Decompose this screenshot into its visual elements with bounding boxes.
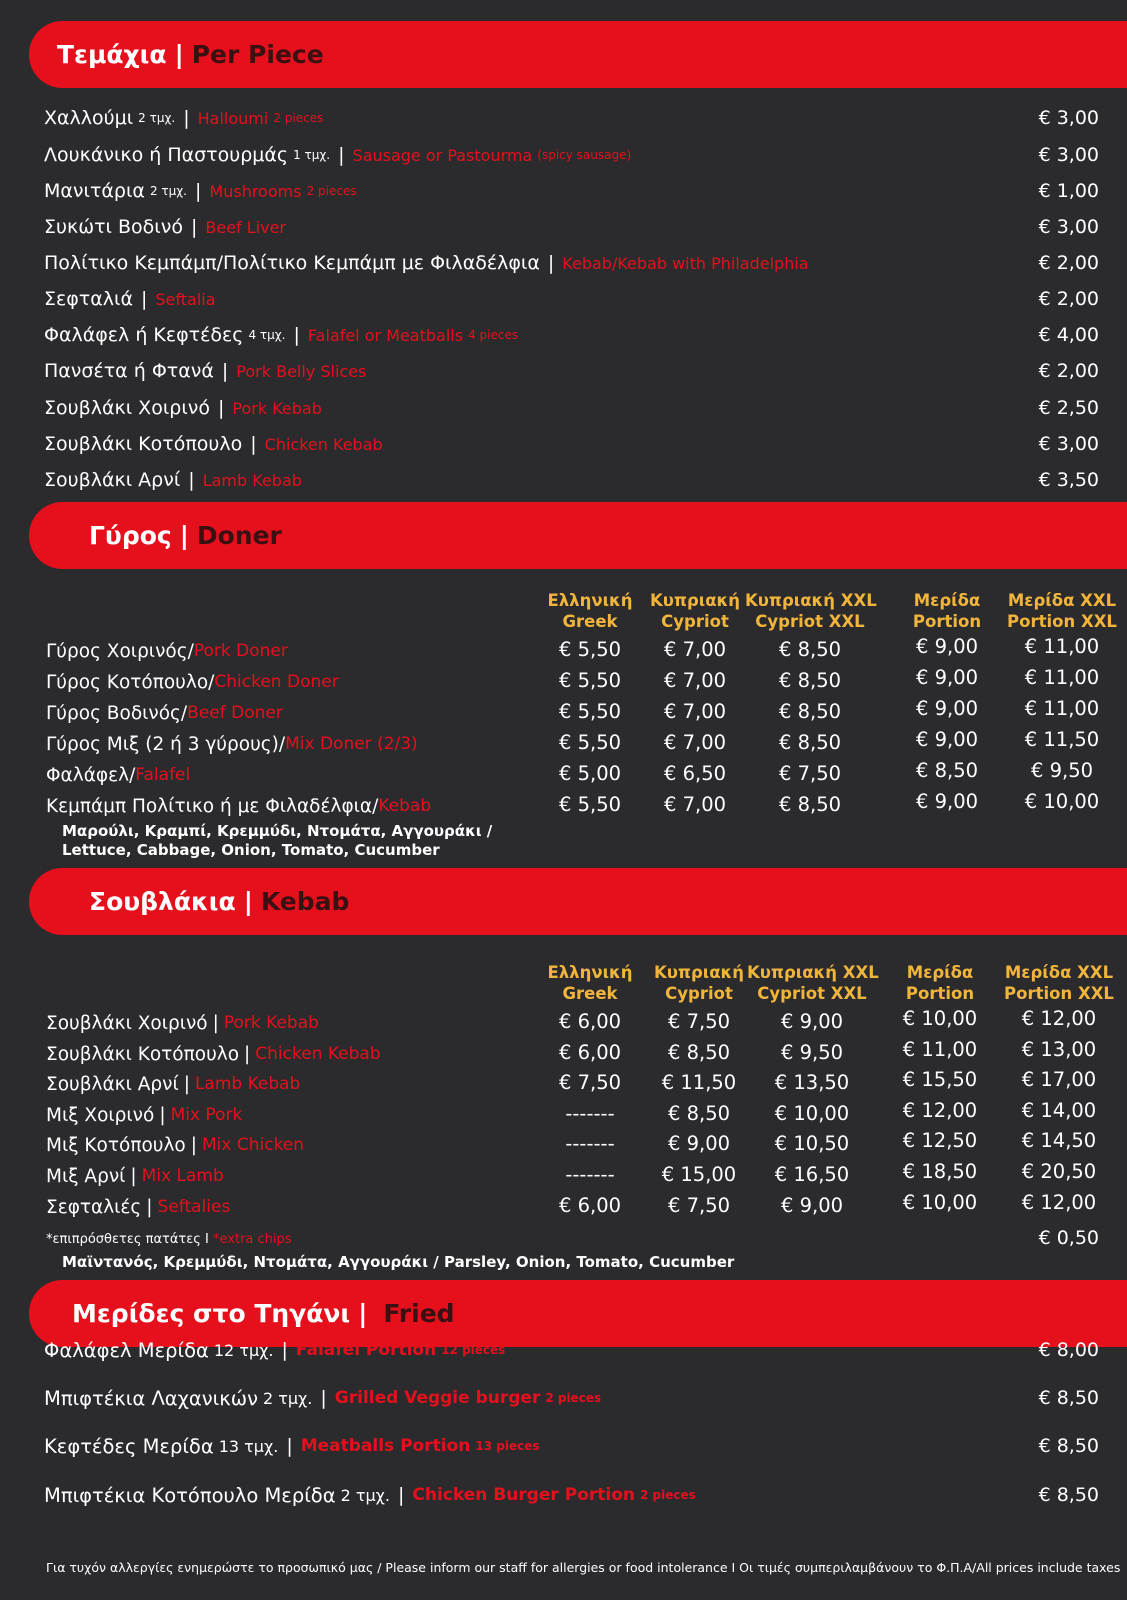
item-separator: / (129, 764, 136, 786)
item-qty-gr: 4 τμχ. (248, 328, 286, 342)
menu-item-row (44, 100, 1099, 136)
price-cell: € 13,00 (1021, 1038, 1097, 1061)
price-cell: € 6,00 (558, 1010, 622, 1033)
table-row (46, 1100, 242, 1130)
item-name-gr: Γύρος Βοδινός (46, 702, 181, 724)
item-name-gr: Σεφταλιά (44, 288, 133, 310)
column-header-en: Portion XXL (1004, 984, 1114, 1003)
item-separator: | (286, 1435, 293, 1457)
item-name-gr: Φαλάφελ ή Κεφτέδες (44, 324, 244, 346)
menu-item-row (44, 317, 1099, 353)
price-cell: € 18,50 (902, 1160, 978, 1183)
item-name-en: Pork Doner (193, 641, 288, 661)
item-price: € 3,00 (1038, 433, 1099, 455)
item-separator: | (398, 1484, 405, 1506)
item-separator: | (130, 1165, 137, 1187)
item-separator: | (244, 1043, 251, 1065)
item-price: € 8,50 (1038, 1435, 1099, 1457)
column-header (745, 590, 875, 632)
item-name-gr: Σουβλάκι Κοτόπουλο (46, 1043, 240, 1065)
title-separator: | (243, 887, 253, 916)
item-name-gr: Κεφτέδες Μερίδα (44, 1434, 214, 1458)
price-cell: € 12,00 (902, 1099, 978, 1122)
item-separator: | (190, 216, 198, 238)
table-row (46, 760, 190, 790)
section-title-en: Per Piece (191, 40, 324, 69)
item-price: € 4,00 (1038, 324, 1099, 346)
price-cell: ------- (565, 1132, 615, 1155)
item-name-gr: Σουβλάκι Αρνί (44, 469, 181, 491)
price-cell: € 8,50 (778, 731, 842, 754)
price-cell: € 9,50 (1030, 759, 1094, 782)
menu-item-row (44, 1426, 1099, 1466)
price-cell: € 17,00 (1021, 1068, 1097, 1091)
item-name-gr: Κεμπάμπ Πολίτικο ή με Φιλαδέλφια (46, 795, 373, 817)
item-separator: | (250, 433, 257, 455)
item-price: € 3,00 (1038, 144, 1099, 166)
item-name-en: Halloumi (197, 108, 269, 128)
item-name-gr: Φαλάφελ Μερίδα (44, 1338, 209, 1362)
item-name-gr: Λουκάνικο ή Παστουρμάς (44, 144, 289, 166)
item-separator: | (281, 1339, 288, 1361)
item-price: € 2,00 (1038, 360, 1099, 382)
extra-chips-sep: I (205, 1232, 209, 1247)
item-name-en: Mix Doner (2/3) (285, 734, 418, 754)
price-cell: € 8,50 (667, 1041, 731, 1064)
price-cell: € 6,50 (663, 762, 727, 785)
item-separator: | (338, 144, 345, 166)
column-header (994, 962, 1124, 1004)
price-cell: € 5,50 (558, 669, 622, 692)
item-qty-gr: 2 τμχ. (149, 184, 187, 198)
section-banner-doner (29, 502, 1127, 569)
item-name-gr: Σουβλάκι Αρνί (46, 1073, 179, 1095)
price-cell: € 10,00 (1024, 790, 1100, 813)
price-cell: € 9,00 (915, 790, 979, 813)
price-cell: € 5,50 (558, 793, 622, 816)
item-name-gr: Πανσέτα ή Φτανά (44, 360, 214, 382)
item-price: € 2,50 (1038, 397, 1099, 419)
section-title-en: Fried (383, 1299, 455, 1328)
item-name-gr: Μιξ Κοτόπουλο (46, 1134, 186, 1156)
item-name-en: Mix Pork (170, 1105, 243, 1125)
item-separator: | (146, 1196, 153, 1218)
price-cell: € 5,50 (558, 731, 622, 754)
item-price: € 3,00 (1038, 216, 1099, 238)
item-qty-gr: 2 τμχ. (262, 1388, 313, 1408)
item-separator: | (320, 1387, 327, 1409)
menu-item-row (44, 426, 1099, 462)
item-name-gr: Μιξ Αρνί (46, 1165, 126, 1187)
column-header-gr: Κυπριακή (653, 963, 745, 982)
column-header-en: Portion XXL (1007, 612, 1117, 631)
column-header-en: Greek (562, 984, 618, 1003)
item-price: € 2,00 (1038, 252, 1099, 274)
column-header-gr: Μερίδα (913, 591, 981, 610)
column-header (630, 590, 760, 632)
item-price: € 8,00 (1038, 1339, 1099, 1361)
price-cell: € 7,50 (558, 1071, 622, 1094)
item-name-en: Seftalies (157, 1197, 231, 1217)
menu-item-row (44, 390, 1099, 426)
price-cell: € 5,00 (558, 762, 622, 785)
price-cell: € 10,00 (774, 1102, 850, 1125)
column-header-en: Portion (905, 984, 975, 1003)
menu-item-row (44, 462, 1099, 498)
extra-chips-gr: *επιπρόσθετες πατάτες (46, 1232, 201, 1247)
menu-item-row (44, 1330, 1099, 1370)
toppings-line-gr: Μαρούλι, Κραμπί, Κρεμμύδι, Ντομάτα, Αγγουράκι / (62, 822, 493, 840)
price-cell: € 15,50 (902, 1068, 978, 1091)
title-separator: | (179, 521, 189, 550)
price-cell: € 20,50 (1021, 1160, 1097, 1183)
price-cell: € 7,00 (663, 793, 727, 816)
column-header (997, 590, 1127, 632)
column-header-en: Cypriot (661, 612, 729, 631)
price-cell: € 10,50 (774, 1132, 850, 1155)
title-separator: | (358, 1299, 368, 1328)
item-name-en: Chicken Burger Portion (412, 1485, 635, 1505)
item-name-en: Falafel or Meatballs (307, 325, 464, 345)
price-cell: ------- (565, 1163, 615, 1186)
price-cell: € 7,00 (663, 638, 727, 661)
section-title-en: Doner (196, 521, 282, 550)
title-separator: | (174, 40, 184, 69)
column-header (875, 962, 1005, 1004)
column-header-gr: Κυπριακή XXL (745, 591, 877, 610)
price-cell: € 9,00 (780, 1194, 844, 1217)
section-title: Τεμάχια (57, 40, 167, 69)
item-name-en: Lamb Kebab (194, 1074, 301, 1094)
item-name-en: Beef Liver (205, 217, 287, 237)
item-name-gr: Συκώτι Βοδινό (44, 216, 183, 238)
section-banner-per-piece (29, 21, 1127, 88)
item-name-gr: Σουβλάκι Κοτόπουλο (44, 433, 243, 455)
column-header-gr: Μερίδα (906, 963, 974, 982)
item-name-gr: Γύρος Κοτόπουλο (46, 671, 209, 693)
column-header (634, 962, 764, 1004)
column-header (882, 590, 1012, 632)
column-header-gr: Ελληνική (547, 591, 633, 610)
item-name-gr: Χαλλούμι (44, 107, 134, 129)
table-row (46, 1039, 381, 1069)
item-separator: | (188, 469, 195, 491)
item-separator: / (187, 640, 194, 662)
price-cell: € 11,00 (1024, 697, 1100, 720)
price-cell: € 8,50 (778, 793, 842, 816)
item-separator: | (183, 107, 190, 129)
item-price: € 2,00 (1038, 288, 1099, 310)
price-cell: € 9,00 (915, 728, 979, 751)
menu-item-row (44, 353, 1099, 389)
extra-chips-price: € 0,50 (1038, 1227, 1099, 1249)
section-title: Σουβλάκια (89, 887, 236, 916)
price-cell: € 16,50 (774, 1163, 850, 1186)
item-name-en: Grilled Veggie burger (334, 1388, 541, 1408)
item-separator: | (221, 360, 229, 382)
menu-item-row (44, 281, 1099, 317)
column-header-gr: Κυπριακή XXL (747, 963, 879, 982)
menu-item-row (44, 1378, 1099, 1418)
table-row (46, 1008, 319, 1038)
menu-item-row (44, 137, 1099, 173)
item-qty-gr: 2 τμχ. (138, 111, 176, 125)
item-qty-en: 2 pieces (306, 184, 357, 198)
price-cell: € 12,00 (1021, 1191, 1097, 1214)
item-separator: / (372, 795, 379, 817)
item-name-gr: Φαλάφελ (46, 764, 130, 786)
item-name-en: Falafel Portion (295, 1340, 437, 1360)
item-name-en: Seftalia (155, 289, 216, 309)
price-cell: € 12,50 (902, 1129, 978, 1152)
price-cell: € 7,50 (667, 1194, 731, 1217)
table-row (46, 1192, 230, 1222)
column-header-gr: Κυπριακή (649, 591, 741, 610)
price-cell: € 7,50 (778, 762, 842, 785)
item-name-en: Pork Kebab (232, 398, 322, 418)
price-cell: € 11,00 (1024, 635, 1100, 658)
price-cell: € 13,50 (774, 1071, 850, 1094)
item-name-en: Mushrooms (209, 181, 302, 201)
item-name-gr: Σουβλάκι Χοιρινό (44, 397, 210, 419)
item-name-gr: Γύρος Μιξ (2 ή 3 γύρους) (46, 733, 279, 755)
item-qty-gr: 1 τμχ. (293, 148, 331, 162)
price-cell: € 9,00 (780, 1010, 844, 1033)
price-cell: € 8,50 (915, 759, 979, 782)
price-cell: € 11,00 (1024, 666, 1100, 689)
column-header-en: Portion (912, 612, 982, 631)
price-cell: € 14,00 (1021, 1099, 1097, 1122)
item-qty-gr: 13 τμχ. (218, 1436, 279, 1456)
extra-chips-en: *extra chips (213, 1232, 292, 1247)
item-name-en: Kebab/Kebab with Philadelphia (562, 253, 809, 273)
item-separator: | (547, 252, 555, 274)
kebab-toppings-note: Μαϊντανός, Κρεμμύδι, Ντομάτα, Αγγουράκι / Parsley, Onion, Tomato, Cucumber (62, 1253, 735, 1271)
item-name-en: Mix Lamb (141, 1166, 224, 1186)
item-name-en: Sausage or Pastourma (352, 145, 533, 165)
menu-item-row (44, 209, 1099, 245)
item-name-gr: Μπιφτέκια Λαχανικών (44, 1386, 258, 1410)
item-separator: / (278, 733, 286, 755)
menu-item-row (44, 173, 1099, 209)
item-name-en: Mix Chicken (202, 1135, 305, 1155)
price-cell: € 11,00 (902, 1038, 978, 1061)
item-price: € 3,50 (1038, 469, 1099, 491)
column-header-en: Greek (562, 612, 618, 631)
item-separator: | (190, 1134, 197, 1156)
section-title: Μερίδες στο Τηγάνι (72, 1299, 351, 1328)
price-cell: € 8,50 (667, 1102, 731, 1125)
column-header-en: Cypriot XXL (755, 612, 865, 631)
column-header (747, 962, 877, 1004)
toppings-line-en: Lettuce, Cabbage, Onion, Tomato, Cucumber (62, 841, 440, 859)
item-qty-en: (spicy sausage) (537, 148, 632, 162)
item-separator: | (217, 397, 225, 419)
price-cell: € 10,00 (902, 1007, 978, 1030)
item-qty-gr: 12 τμχ. (213, 1340, 274, 1360)
table-row (46, 1161, 224, 1191)
price-cell: € 12,00 (1021, 1007, 1097, 1030)
price-cell: € 8,50 (778, 669, 842, 692)
item-name-gr: Σουβλάκι Χοιρινό (46, 1012, 208, 1034)
price-cell: € 11,50 (1024, 728, 1100, 751)
table-row (46, 1130, 304, 1160)
item-name-en: Pork Kebab (223, 1013, 319, 1033)
price-cell: € 8,50 (778, 638, 842, 661)
column-header-gr: Μερίδα XXL (1004, 963, 1114, 982)
price-cell: € 5,50 (558, 638, 622, 661)
item-separator: | (212, 1012, 219, 1034)
price-cell: € 14,50 (1021, 1129, 1097, 1152)
price-cell: € 5,50 (558, 700, 622, 723)
item-price: € 8,50 (1038, 1484, 1099, 1506)
item-name-gr: Πολίτικο Κεμπάμπ/Πολίτικο Κεμπάμπ με Φιλαδέλφια (44, 252, 540, 274)
price-cell: € 7,50 (667, 1010, 731, 1033)
item-name-gr: Σεφταλιές (46, 1196, 142, 1218)
extra-chips-note (46, 1232, 292, 1247)
item-separator: | (140, 288, 148, 310)
item-name-gr: Μανιτάρια (44, 180, 145, 202)
price-cell: € 9,00 (915, 697, 979, 720)
price-cell: € 10,00 (902, 1191, 978, 1214)
column-header-en: Cypriot (665, 984, 733, 1003)
item-separator: | (293, 324, 300, 346)
item-qty-en: 4 pieces (468, 328, 519, 342)
table-row (46, 1069, 300, 1099)
item-price: € 3,00 (1038, 107, 1099, 129)
table-row (46, 667, 339, 697)
item-qty-en: 13 pieces (475, 1439, 540, 1453)
price-cell: € 8,50 (778, 700, 842, 723)
item-name-gr: Γύρος Χοιρινός (46, 640, 188, 662)
item-name-gr: Μιξ Χοιρινό (46, 1104, 155, 1126)
menu-item-row (44, 1475, 1099, 1515)
item-name-en: Chicken Doner (214, 672, 339, 692)
item-name-en: Lamb Kebab (202, 470, 302, 490)
price-cell: € 7,00 (663, 669, 727, 692)
column-header-en: Cypriot XXL (757, 984, 867, 1003)
column-header-gr: Μερίδα XXL (1007, 591, 1117, 610)
item-name-en: Chicken Kebab (264, 434, 383, 454)
price-cell: € 6,00 (558, 1041, 622, 1064)
section-banner-kebab (29, 868, 1127, 935)
item-qty-en: 2 pieces (545, 1391, 602, 1405)
item-name-en: Meatballs Portion (300, 1436, 471, 1456)
item-separator: | (183, 1073, 190, 1095)
price-cell: € 9,00 (915, 635, 979, 658)
doner-toppings-note (62, 822, 492, 860)
price-cell: € 7,00 (663, 731, 727, 754)
item-name-en: Beef Doner (187, 703, 283, 723)
allergy-tax-footer: Για τυχόν αλλεργίες ενημερώστε το προσωπικό μας / Please inform our staff for allergies or food intolerance I Οι τιμές συμπεριλαμβάνουν το Φ.Π.Α/All prices include taxes (46, 1560, 1121, 1575)
item-separator: | (159, 1104, 166, 1126)
price-cell: € 9,00 (915, 666, 979, 689)
price-cell: € 15,00 (661, 1163, 737, 1186)
price-cell: € 6,00 (558, 1194, 622, 1217)
section-title: Γύρος (89, 521, 172, 550)
table-row (46, 791, 431, 821)
price-cell: € 11,50 (661, 1071, 737, 1094)
item-qty-en: 2 pieces (273, 111, 324, 125)
item-qty-gr: 2 τμχ. (340, 1485, 390, 1505)
item-name-gr: Μπιφτέκια Κοτόπουλο Μερίδα (44, 1483, 336, 1507)
item-price: € 1,00 (1038, 180, 1099, 202)
item-name-en: Pork Belly Slices (236, 361, 367, 381)
column-header-gr: Ελληνική (547, 963, 633, 982)
item-name-en: Kebab (378, 796, 432, 816)
item-name-en: Falafel (135, 765, 191, 785)
item-name-en: Chicken Kebab (255, 1044, 381, 1064)
item-separator: / (180, 702, 188, 724)
table-row (46, 698, 283, 728)
section-title-en: Kebab (260, 887, 350, 916)
item-separator: | (195, 180, 202, 202)
menu-item-row (44, 245, 1099, 281)
table-row (46, 729, 418, 759)
table-row (46, 636, 288, 666)
price-cell: € 9,50 (780, 1041, 844, 1064)
item-qty-en: 12 pieces (441, 1343, 506, 1357)
item-separator: / (208, 671, 215, 693)
price-cell: ------- (565, 1102, 615, 1125)
item-qty-en: 2 pieces (640, 1488, 696, 1502)
price-cell: € 9,00 (667, 1132, 731, 1155)
item-price: € 8,50 (1038, 1387, 1099, 1409)
price-cell: € 7,00 (663, 700, 727, 723)
